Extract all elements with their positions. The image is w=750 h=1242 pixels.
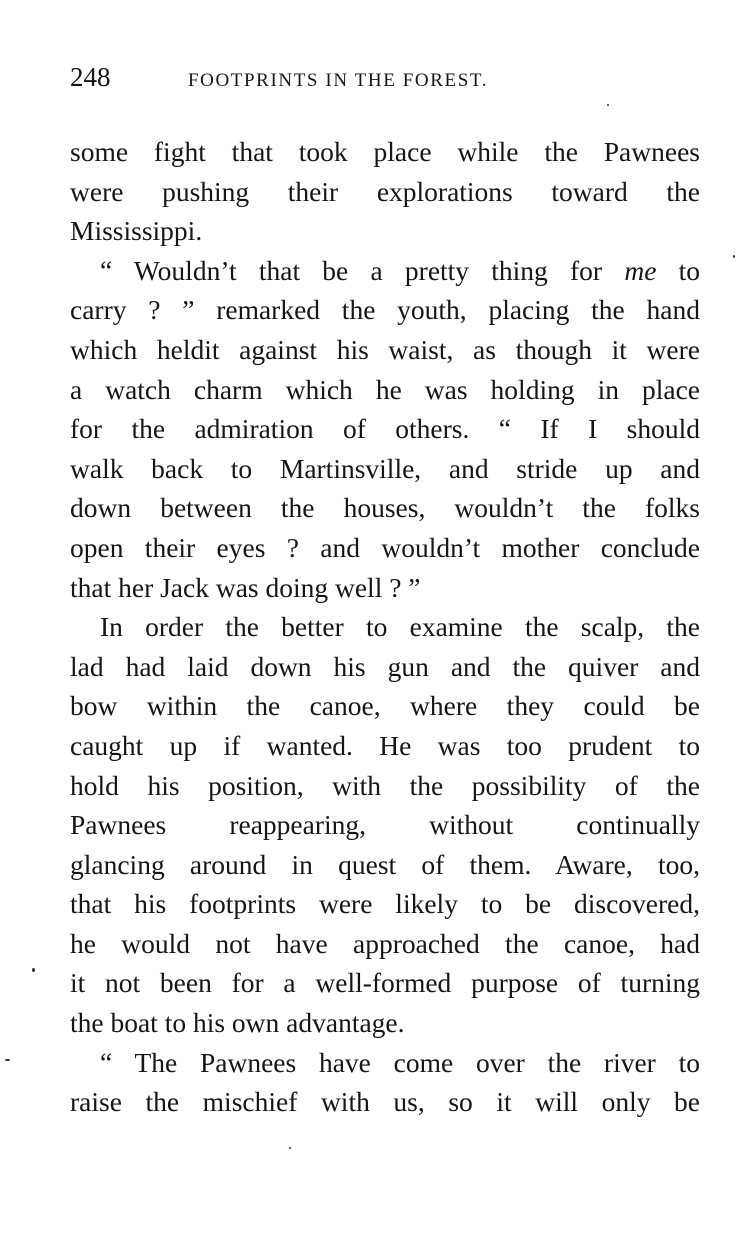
text-line: open their eyes ? and wouldn’t mother conclude	[70, 531, 700, 563]
emphasis: me	[624, 254, 657, 286]
text-line: that his footprints were likely to be discovered,	[70, 888, 700, 920]
text-line: carry ? ” remarked the youth, placing the hand	[70, 294, 700, 326]
text-line: down between the houses, wouldn’t the folks	[70, 492, 700, 524]
text-line: were pushing their explorations toward the	[70, 175, 700, 207]
scan-speck	[32, 968, 35, 972]
text-line: walk back to Martinsville, and stride up and	[70, 452, 700, 484]
text-line: it not been for a well-formed purpose of turning	[70, 967, 700, 999]
text-line: which heldit against his waist, as though it were	[70, 333, 700, 365]
paragraph	[70, 1043, 700, 1122]
text-fragment: “ Wouldn’t that be a pretty thing for	[100, 254, 603, 286]
text-fragment: to	[656, 254, 701, 286]
scan-speck	[5, 1059, 10, 1061]
text-line: Mississippi.	[70, 215, 203, 247]
text-line: glancing around in quest of them. Aware, too,	[70, 848, 700, 880]
text-line	[70, 251, 700, 291]
text-line: bow within the canoe, where they could be	[70, 690, 700, 722]
text-line: that her Jack was doing well ? ”	[70, 571, 421, 603]
paragraph	[70, 251, 700, 607]
scan-speck	[289, 1147, 291, 1149]
page-header	[70, 62, 700, 102]
text-line: In order the better to examine the scalp, the	[100, 611, 700, 643]
text-line: for the admiration of others. “ If I should	[70, 413, 700, 445]
text-line: raise the mischief with us, so it will only be	[70, 1086, 700, 1118]
text-line: a watch charm which he was holding in place	[70, 373, 700, 405]
paragraph	[70, 132, 700, 251]
running-head: FOOTPRINTS IN THE FOREST.	[188, 70, 489, 91]
page-number: 248	[70, 62, 111, 92]
page-body	[70, 132, 700, 1122]
text-line: Pawnees reappearing, without continually	[70, 809, 700, 841]
text-line: caught up if wanted. He was too prudent to	[70, 729, 700, 761]
text-line: hold his position, with the possibility of the	[70, 769, 700, 801]
text-line: the boat to his own advantage.	[70, 1007, 405, 1039]
book-page	[70, 62, 700, 1122]
scan-speck	[607, 104, 609, 106]
text-line: lad had laid down his gun and the quiver and	[70, 650, 700, 682]
paragraph	[70, 607, 700, 1043]
text-line: some fight that took place while the Pawnees	[70, 136, 700, 167]
text-line: “ The Pawnees have come over the river to	[100, 1046, 700, 1078]
scan-speck	[733, 255, 735, 258]
text-line: he would not have approached the canoe, had	[70, 927, 700, 959]
